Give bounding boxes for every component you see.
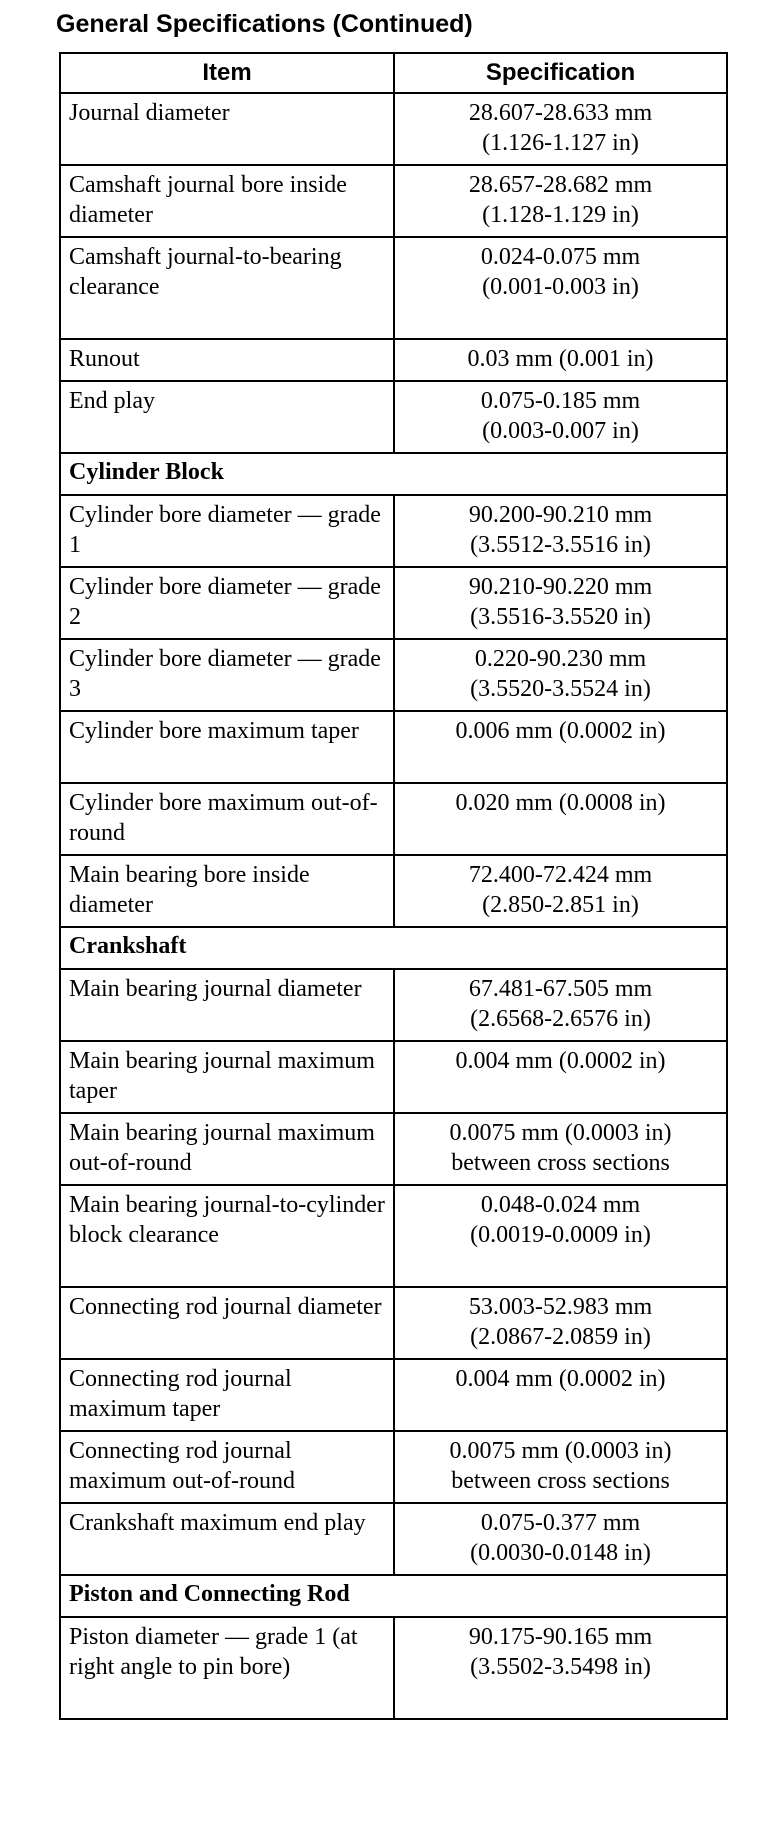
section-row-cylinder-block [60, 453, 727, 495]
item-cell: Connecting rod journal maximum out-of-round [60, 1431, 394, 1503]
section-row-piston-and-connecting-rod [60, 1575, 727, 1617]
item-cell: Cylinder bore diameter — grade 3 [60, 639, 394, 711]
table-row [60, 1617, 727, 1719]
specification-cell [394, 1113, 727, 1185]
specification-cell [394, 969, 727, 1041]
item-cell: Cylinder bore maximum out-of-round [60, 783, 394, 855]
specification-cell [394, 1617, 727, 1719]
item-cell: Main bearing journal maximum taper [60, 1041, 394, 1113]
spec-line: (0.003-0.007 in) [482, 418, 639, 444]
item-cell: Crankshaft maximum end play [60, 1503, 394, 1575]
specification-cell [394, 1431, 727, 1503]
item-cell: Piston diameter — grade 1 (at right angle to pin bore) [60, 1617, 394, 1719]
spec-line: 0.0075 mm (0.0003 in) [449, 1120, 672, 1146]
table-row [60, 1185, 727, 1287]
item-cell: Main bearing journal maximum out-of-round [60, 1113, 394, 1185]
table-row [60, 165, 727, 237]
table-header-row [60, 53, 727, 93]
item-cell: Camshaft journal-to-bearing clearance [60, 237, 394, 339]
spec-line: (2.850-2.851 in) [482, 892, 639, 918]
specifications-table [59, 52, 728, 1720]
spec-line: 90.210-90.220 mm [468, 574, 653, 600]
item-cell: Main bearing journal-to-cylinder block clearance [60, 1185, 394, 1287]
spec-line: (1.128-1.129 in) [482, 202, 639, 228]
specification-cell [394, 381, 727, 453]
table-row [60, 339, 727, 381]
table-row [60, 1431, 727, 1503]
table-row [60, 1359, 727, 1431]
item-cell: Runout [60, 339, 394, 381]
item-cell: Cylinder bore diameter — grade 2 [60, 567, 394, 639]
spec-line: between cross sections [451, 1468, 670, 1494]
specification-cell [394, 495, 727, 567]
spec-line: (0.0030-0.0148 in) [470, 1540, 651, 1566]
item-cell: Cylinder bore maximum taper [60, 711, 394, 783]
item-cell: Connecting rod journal maximum taper [60, 1359, 394, 1431]
table-row [60, 237, 727, 339]
table-row [60, 1503, 727, 1575]
spec-line: 67.481-67.505 mm [468, 976, 653, 1002]
specification-cell [394, 165, 727, 237]
spec-line: 90.200-90.210 mm [468, 502, 653, 528]
spec-line: 0.075-0.185 mm [480, 388, 641, 414]
specification-cell [394, 1503, 727, 1575]
spec-line: 72.400-72.424 mm [468, 862, 653, 888]
spec-line: 0.048-0.024 mm [480, 1192, 641, 1218]
specification-cell [394, 93, 727, 165]
table-row [60, 1113, 727, 1185]
spec-line: (2.6568-2.6576 in) [470, 1006, 651, 1032]
spec-line: (0.001-0.003 in) [482, 274, 639, 300]
specification-cell: 0.004 mm (0.0002 in) [394, 1041, 727, 1113]
item-cell: Camshaft journal bore inside diameter [60, 165, 394, 237]
item-cell: End play [60, 381, 394, 453]
spec-line: between cross sections [451, 1150, 670, 1176]
spec-line: (3.5512-3.5516 in) [470, 532, 651, 558]
table-row [60, 711, 727, 783]
specification-cell: 0.03 mm (0.001 in) [394, 339, 727, 381]
table-row [60, 93, 727, 165]
section-row-crankshaft [60, 927, 727, 969]
specification-cell [394, 237, 727, 339]
item-cell: Main bearing journal diameter [60, 969, 394, 1041]
table-row [60, 567, 727, 639]
spec-line: 0.075-0.377 mm [480, 1510, 641, 1536]
section-title: Cylinder Block [60, 453, 727, 495]
spec-line: (3.5516-3.5520 in) [470, 604, 651, 630]
table-row [60, 495, 727, 567]
specification-cell: 0.004 mm (0.0002 in) [394, 1359, 727, 1431]
table-row [60, 1287, 727, 1359]
spec-line: (3.5502-3.5498 in) [470, 1654, 651, 1680]
table-row [60, 855, 727, 927]
spec-line: (2.0867-2.0859 in) [470, 1324, 651, 1350]
column-header-specification: Specification [394, 53, 727, 93]
item-cell: Cylinder bore diameter — grade 1 [60, 495, 394, 567]
specification-cell [394, 1185, 727, 1287]
spec-line: 0.220-90.230 mm [474, 646, 647, 672]
item-cell: Journal diameter [60, 93, 394, 165]
spec-line: (1.126-1.127 in) [482, 130, 639, 156]
section-title: Piston and Connecting Rod [60, 1575, 727, 1617]
specification-cell [394, 855, 727, 927]
specification-cell [394, 1287, 727, 1359]
table-row [60, 381, 727, 453]
item-cell: Main bearing bore inside diameter [60, 855, 394, 927]
spec-line: 28.657-28.682 mm [468, 172, 653, 198]
spec-line: 0.0075 mm (0.0003 in) [449, 1438, 672, 1464]
specification-cell [394, 639, 727, 711]
table-row [60, 969, 727, 1041]
table-row [60, 1041, 727, 1113]
table-row [60, 639, 727, 711]
spec-line: 90.175-90.165 mm [468, 1624, 653, 1650]
section-title: Crankshaft [60, 927, 727, 969]
spec-line: 53.003-52.983 mm [468, 1294, 653, 1320]
spec-line: (0.0019-0.0009 in) [470, 1222, 651, 1248]
spec-line: 28.607-28.633 mm [468, 100, 653, 126]
specification-cell: 0.006 mm (0.0002 in) [394, 711, 727, 783]
page-heading: General Specifications (Continued) [56, 10, 473, 38]
table-row [60, 783, 727, 855]
spec-line: (3.5520-3.5524 in) [470, 676, 651, 702]
specification-cell [394, 567, 727, 639]
column-header-item: Item [60, 53, 394, 93]
item-cell: Connecting rod journal diameter [60, 1287, 394, 1359]
specification-cell: 0.020 mm (0.0008 in) [394, 783, 727, 855]
spec-line: 0.024-0.075 mm [480, 244, 641, 270]
